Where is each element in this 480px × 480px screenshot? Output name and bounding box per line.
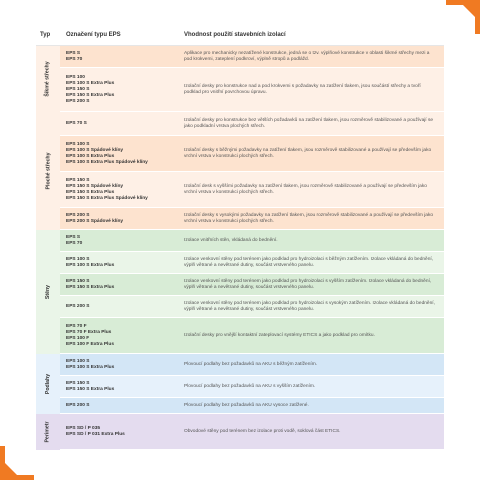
eps-type: EPS 150 S Extra Plus xyxy=(66,284,115,290)
eps-types-cell xyxy=(60,211,178,227)
table-row xyxy=(60,112,444,136)
group-label-text: Podlahy xyxy=(45,373,51,395)
suitability-cell: Izolační desky s běžnými požadavky na zatížení tlakem, jsou rozměrově stabilizované a používají se především jako vrchní vrstva v konstrukci plochých střech. xyxy=(184,147,432,159)
eps-type: EPS 100 xyxy=(66,74,85,80)
group-label-text: Perimetr xyxy=(45,421,51,443)
eps-type: EPS 150 S Extra Plus xyxy=(66,386,115,392)
eps-type: EPS 150 S xyxy=(66,278,90,284)
eps-types-cell xyxy=(60,140,178,168)
eps-types-cell xyxy=(60,424,178,440)
suitability-cell: Plovoucí podlahy bez požadavků na AKU vysoce zatížené. xyxy=(184,402,309,408)
group-rows xyxy=(60,414,444,450)
suitability-cell: Plovoucí podlahy bez požadavků na AKU s běžným zatížením. xyxy=(184,361,318,367)
eps-types-cell xyxy=(60,322,178,350)
suitability-cell: Aplikace pro mechanicky nezatížené konstrukce, jedná se o tzv. výplňové konstrukce v oblasti šikmé střechy mezi a pod krokvemi, zateplení podkroví, výplně stropů a podlážd. xyxy=(184,50,430,62)
eps-type: EPS 150 S xyxy=(66,177,90,183)
eps-type: EPS 70 F xyxy=(66,323,87,329)
group-label xyxy=(36,230,60,354)
group-rows xyxy=(60,112,444,230)
group-label xyxy=(36,112,60,230)
eps-type: EPS 100 S Extra Plus xyxy=(66,153,115,159)
table-row xyxy=(60,230,444,252)
eps-types-cell xyxy=(60,357,178,373)
table-row xyxy=(60,354,444,376)
suitability-cell: Izolace venkovní stěny pod terénem jako podklad pro hydroizolaci s vysokým zatížením. Izolace vkládaná do bednění, výplň větrané a nevětrané dutiny, součást vrstveného panelu. xyxy=(184,300,435,312)
group-3 xyxy=(36,354,444,414)
table-body xyxy=(36,46,444,450)
group-0 xyxy=(36,46,444,112)
header-eps-type: Označení typu EPS xyxy=(66,31,121,38)
table-row xyxy=(60,46,444,68)
table-row xyxy=(60,398,444,414)
table-row xyxy=(60,318,444,354)
eps-type: EPS 70 xyxy=(66,56,83,62)
eps-types-cell xyxy=(60,73,178,107)
eps-type: EPS 150 S Extra Plus xyxy=(66,189,115,195)
eps-type: EPS 100 S xyxy=(66,256,90,262)
table-row xyxy=(60,136,444,172)
eps-type: EPS 150 S Extra Plus xyxy=(66,92,115,98)
suitability-cell: Obvodové stěny pod terénem bez izolace proti vodě, soklová část ETICS. xyxy=(184,428,341,434)
suitability-cell: Izolace venkovní stěny pod terénem jako podklad pro hydroizolaci s běžným zatížením. Izolace vkládaná do bednění, výplň větrané a nevětrané dutiny, součást vrstveného panelu. xyxy=(184,256,434,268)
eps-type: EPS 200 S xyxy=(66,98,90,104)
table-row xyxy=(60,68,444,112)
eps-type: EPS SD / P 035 xyxy=(66,425,101,431)
header-suitability: Vhodnost použití stavebních izolací xyxy=(184,31,286,38)
eps-type: EPS 200 S Spádové klíny xyxy=(66,218,124,224)
table-header xyxy=(36,24,444,46)
eps-type: EPS 100 F xyxy=(66,335,90,341)
table-row xyxy=(60,274,444,296)
suitability-cell: Izolace vnitřních stěn, vkládaná do bednění. xyxy=(184,237,278,243)
table-row xyxy=(60,376,444,398)
eps-type: EPS SD / P 031 Extra Plus xyxy=(66,431,125,437)
eps-type: EPS 200 S xyxy=(66,303,90,309)
corner-frame-top-right xyxy=(446,0,480,34)
suitability-cell: Izolační desk s vyššími požadavky na zatížení tlakem, jsou rozměrově stabilizované a používají se především jako vrchní vrstva v konstrukci plochých střech. xyxy=(184,183,427,195)
eps-types-cell xyxy=(60,49,178,65)
eps-type: EPS S xyxy=(66,50,81,56)
eps-type: EPS 100 S Spádové klíny xyxy=(66,147,124,153)
suitability-cell: Izolační desky pro konstrukce bez větších požadavků na zatížení tlakem, jsou rozměrově stabilizované a používají se jako podkladní vrstva plochých střech. xyxy=(184,117,434,129)
table-row xyxy=(60,296,444,318)
eps-type: EPS 150 S xyxy=(66,86,90,92)
suitability-cell: Izolace venkovní stěny pod terénem jako podklad pro hydroizolaci s vyšším zatížením. Izolace vkládaná do bednění, výplň větrané a nevětrané dutiny, součást vrstveného panelu. xyxy=(184,278,432,290)
eps-type: EPS 100 S Extra Plus xyxy=(66,364,115,370)
group-label xyxy=(36,354,60,414)
eps-types-cell xyxy=(60,379,178,395)
table-row xyxy=(60,208,444,230)
eps-type: EPS 70 xyxy=(66,240,83,246)
group-rows xyxy=(60,354,444,414)
eps-usage-table xyxy=(36,24,444,450)
group-1 xyxy=(36,112,444,230)
header-type: Typ xyxy=(40,31,51,38)
table-row xyxy=(60,172,444,208)
eps-types-cell xyxy=(60,401,178,411)
eps-types-cell xyxy=(60,255,178,271)
group-2 xyxy=(36,230,444,354)
eps-type: EPS 100 S Extra Plus Spádové klíny xyxy=(66,159,148,165)
eps-type: EPS 200 S xyxy=(66,402,90,408)
suitability-cell: Plovoucí podlahy bez požadavků na AKU s vyšším zatížením. xyxy=(184,383,316,389)
eps-types-cell xyxy=(60,277,178,293)
eps-type: EPS S xyxy=(66,234,81,240)
eps-type: EPS 150 S xyxy=(66,380,90,386)
eps-type: EPS 70 S xyxy=(66,120,87,126)
group-4 xyxy=(36,414,444,450)
group-label-text: Šikmé střechy xyxy=(45,61,51,97)
suitability-cell: Izolační desky pro konstrukce nad a pod krokvemi s požadavky na zatížení tlakem, jsou součástí střechy a tvoří podklad pro vnitřní povrchovou úpravu. xyxy=(184,83,421,95)
table-row xyxy=(60,414,444,450)
group-rows xyxy=(60,230,444,354)
suitability-cell: Izolační desky s vysokými požadavky na zatížení tlakem, jsou rozměrově stabilizované a používají se především jako vrchní vrstva v konstrukci plochých střech. xyxy=(184,212,434,224)
eps-type: EPS 150 S Extra Plus Spádové klíny xyxy=(66,195,148,201)
eps-types-cell xyxy=(60,233,178,249)
table-row xyxy=(60,252,444,274)
group-rows xyxy=(60,46,444,112)
eps-type: EPS 100 S xyxy=(66,141,90,147)
eps-type: EPS 70 F Extra Plus xyxy=(66,329,112,335)
corner-frame-bottom-left xyxy=(0,446,34,480)
eps-types-cell xyxy=(60,302,178,312)
eps-types-cell xyxy=(60,119,178,129)
eps-type: EPS 100 S Extra Plus xyxy=(66,80,115,86)
eps-types-cell xyxy=(60,176,178,204)
group-label-text: Stěny xyxy=(44,284,51,300)
eps-type: EPS 100 F Extra Plus xyxy=(66,341,114,347)
group-label xyxy=(36,46,60,112)
group-label xyxy=(36,414,60,450)
eps-type: EPS 100 S Extra Plus xyxy=(66,262,115,268)
suitability-cell: Izolační desky pro vnější kontaktní zateplovací systémy ETICS a jako podklad pro omítku. xyxy=(184,332,375,338)
eps-type: EPS 150 S Spádové klíny xyxy=(66,183,124,189)
eps-type: EPS 100 S xyxy=(66,358,90,364)
group-label-text: Ploché střechy xyxy=(45,152,51,190)
eps-type: EPS 200 S xyxy=(66,212,90,218)
